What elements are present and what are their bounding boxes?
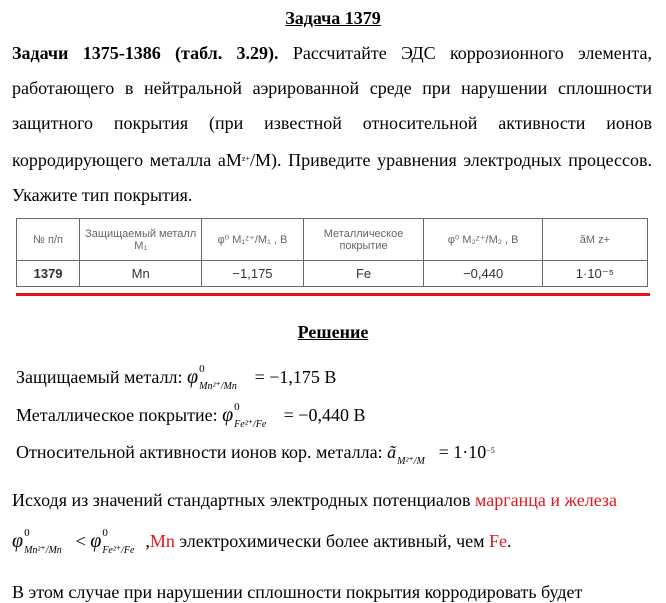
phi-left-sub: Mn²⁺/Mn [24,544,62,556]
table-header-cell: φ⁰ M₁ᶻ⁺/M₁ , B [202,219,303,261]
table-cell: Fe [303,261,424,287]
table-cell: −1,175 [202,261,303,287]
conclusion-highlight: марганца и железа [475,490,617,510]
protected-sub: Mn²⁺/Mn [199,380,237,392]
task-text-1: Рассчитайте ЭДС коррозионного элемента, работающего в нейтральной аэрированной среде при нарушении сплошности защитного покрытия (при известной относительной активности ионов корродирующего металла aM [12,43,652,170]
table-header-row [17,219,648,261]
conclusion-line [12,490,617,511]
coating-label: Металлическое покрытие: [16,405,223,425]
table-header-cell: Защищаемый металл M₁ [80,219,202,261]
zero-sup: 0 [102,526,108,539]
phi-symbol: φ [90,530,102,552]
table-cell: Mn [80,261,202,287]
phi-right-sub: Fe²⁺/Fe [102,544,135,556]
zero-sup: 0 [234,400,240,413]
inequality-line [12,526,512,556]
task-statement [12,36,652,213]
activity-line [16,442,495,467]
activity-label: Относительной активности ионов кор. металла: [16,442,388,462]
protected-label: Защищаемый металл: [16,367,188,387]
comma: , [145,531,150,551]
solution-heading: Решение [297,322,369,342]
activity-exp: −5 [486,446,495,455]
activity-value: = 1·10 [434,442,487,462]
table-cell: 1379 [17,261,80,287]
data-table [16,218,650,298]
tail-text: В этом случае при нарушении сплошности покрытия корродировать будет [12,582,583,602]
table-header-cell: № п/п [17,219,80,261]
tail-line [12,582,582,603]
red-underline [16,293,650,296]
phi-symbol: φ [222,404,234,426]
task-text-2: /M). Приведите уравнения электродных процессов. Укажите тип покрытия. [12,150,652,205]
mn-highlight: Mn [149,531,175,551]
coating-value: = −0,440 В [279,405,366,425]
page-title: Задача 1379 [285,8,381,28]
phi-symbol: φ [187,366,199,388]
task-sup: z+ [241,154,250,163]
activity-symbol: ã [387,442,397,462]
protected-metal-line [16,362,337,392]
dot: . [507,531,512,551]
table-header-cell: φ⁰ M₂ᶻ⁺/M₂ , B [424,219,542,261]
conclusion-text-1: Исходя из значений стандартных электродных потенциалов [12,490,475,510]
table-header-cell: Металлическое покрытие [303,219,424,261]
coating-line [16,400,366,430]
lt-sign: < [71,531,91,551]
table-row [17,261,648,287]
phi-symbol: φ [12,530,24,552]
fe-highlight: Fe [489,531,508,551]
table-header-cell: ãM z+ [542,219,647,261]
zero-sup: 0 [199,362,205,375]
conclusion-text-2: электрохимически более активный, чем [174,531,490,551]
table-cell: −0,440 [424,261,542,287]
zero-sup: 0 [24,526,30,539]
table-cell: 1·10⁻⁵ [542,261,647,287]
task-label: Задачи 1375-1386 (табл. 3.29). [12,43,279,63]
coating-sub: Fe²⁺/Fe [234,418,267,430]
protected-value: = −1,175 В [250,367,337,387]
activity-sub: M²⁺/M [397,455,425,467]
